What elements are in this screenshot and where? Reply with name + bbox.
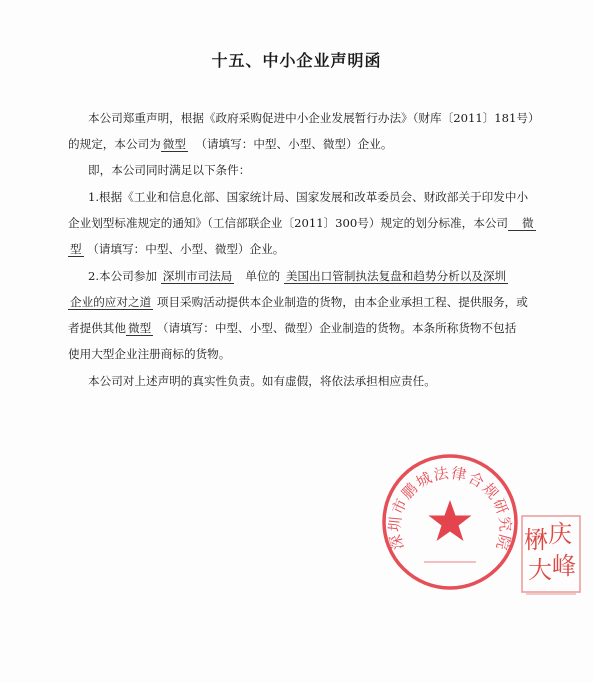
document-title: 十五、中小企业声明函 <box>211 51 382 70</box>
condition-2-line-3: 者提供其他 微型 （请填写：中型、小型、微型）企业制造的货物。本条所称货物不包括 <box>68 321 517 335</box>
signature-stamp <box>520 514 582 598</box>
seal-star-icon <box>429 500 472 541</box>
condition-2-line-1: 2.本公司参加 深圳市司法局 单位的 美国出口管制执法复盘和趋势分析以及深圳 <box>88 269 507 283</box>
condition-2-size-field: 微型 <box>127 321 152 335</box>
condition-2-line-4: 使用大型企业注册商标的货物。 <box>68 347 231 361</box>
statement-line-2: 的规定，本公司为 微型 （请填写：中型、小型、微型）企业。 <box>68 137 393 151</box>
condition-1-line-1: 1.根据《工业和信息化部、国家统计局、国家发展和改革委员会、财政部关于印发中小 <box>88 190 529 204</box>
condition-1-size-field: 微 <box>508 216 536 231</box>
statement-line-3: 即，本公司同时满足以下条件： <box>88 163 251 177</box>
closing-statement: 本公司对上述声明的真实性负责。如有虚假，将依法承担相应责任。 <box>88 374 436 388</box>
company-seal <box>380 452 520 592</box>
purchaser-field: 深圳市司法局 <box>162 269 233 283</box>
statement-line-1: 本公司郑重声明，根据《政府采购促进中小企业发展暂行办法》（财库〔2011〕181号） <box>88 111 540 125</box>
condition-1-line-3: 型 （请填写：中型、小型、微型）企业。 <box>70 242 285 256</box>
condition-2-line-2: 企业的应对之道 项目采购活动提供本企业制造的货物，由本企业承担工程、提供服务，或 <box>70 295 528 309</box>
project-name-field: 美国出口管制执法复盘和趋势分析以及深圳 <box>285 269 507 283</box>
svg-text:楙庆 大峰: 楙庆 大峰 <box>524 520 576 584</box>
condition-1-line-2: 企业划型标准规定的通知》（工信部联企业〔2011〕300号）规定的划分标准，本公司 微 <box>68 216 534 230</box>
seal-text: 深圳市鹏城法律合规研究院 <box>385 463 515 554</box>
enterprise-size-field: 微型 <box>162 137 186 151</box>
